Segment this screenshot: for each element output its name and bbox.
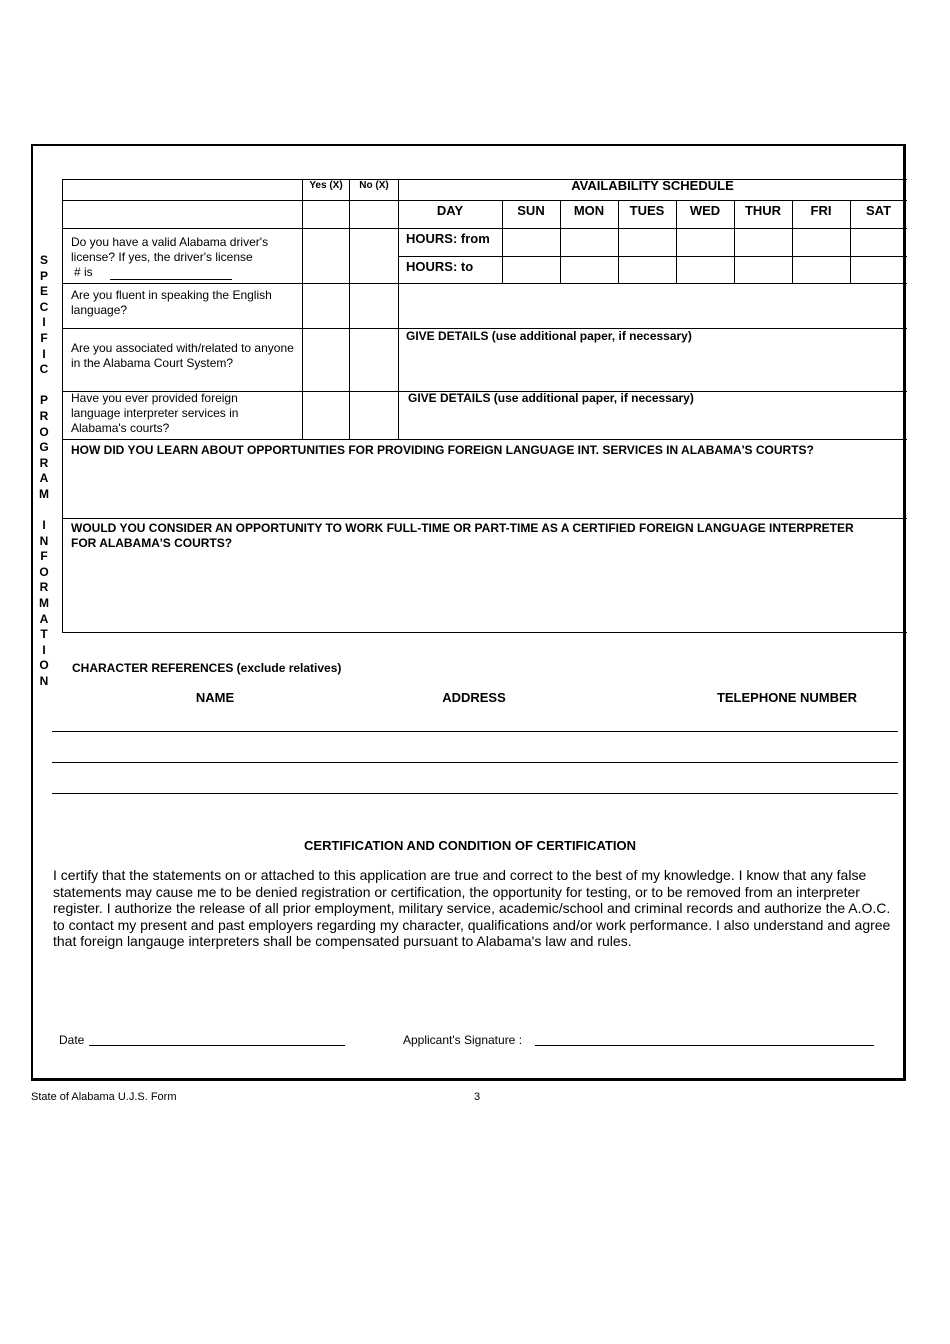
- vertical-label-letter: A: [39, 611, 49, 626]
- vertical-label-letter: M: [39, 596, 49, 611]
- date-line[interactable]: [89, 1045, 345, 1046]
- license-number-label: # is: [74, 265, 93, 279]
- reference-phone-header: TELEPHONE NUMBER: [716, 690, 858, 705]
- signature-line[interactable]: [535, 1045, 874, 1046]
- reference-line[interactable]: [52, 762, 898, 763]
- reference-address-header: ADDRESS: [442, 690, 506, 705]
- no-column-header: No (X): [359, 180, 389, 191]
- vertical-section-label: [37, 253, 51, 690]
- page-number: 3: [474, 1091, 481, 1103]
- day-sun: SUN: [517, 203, 545, 218]
- date-label: Date: [59, 1033, 85, 1047]
- vertical-label-letter: [37, 503, 51, 519]
- certification-title: CERTIFICATION AND CONDITION OF CERTIFICATION: [304, 838, 636, 853]
- vertical-label-letter: P: [39, 393, 48, 408]
- question-drivers-license: Do you have a valid Alabama driver's license? If yes, the driver's license: [71, 235, 269, 264]
- vertical-label-letter: F: [40, 330, 48, 345]
- references-title: CHARACTER REFERENCES (exclude relatives): [72, 661, 342, 675]
- vertical-label-letter: I: [42, 518, 46, 533]
- vertical-label-letter: O: [39, 424, 49, 439]
- vertical-label-letter: I: [42, 315, 46, 330]
- vertical-label-letter: O: [39, 658, 49, 673]
- certification-statement: I certify that the statements on or attached to this application are true and correct to the best of my knowledge. I know that any false statements may cause me to be denied registration or certification, the opportunity for testing, or to be removed from an interpreter register. I authorize the release of all prior employment, military service, academic/school and criminal records and authorize the A.O.C. to contact my present and past employers regarding my character, qualifications and/or work performance. I also understand and agree that foreign langauge interpreters shall be compensated pursuant to Alabama's law and rules.: [53, 867, 891, 949]
- vertical-label-letter: G: [39, 440, 49, 455]
- license-number-line[interactable]: [110, 279, 232, 280]
- day-tues: TUES: [629, 203, 665, 218]
- question-full-time: WOULD YOU CONSIDER AN OPPORTUNITY TO WORK FULL-TIME OR PART-TIME AS A CERTIFIED FOREIGN LANGUAGE INTERPRETER FOR ALABAMA'S COURTS?: [71, 521, 854, 550]
- reference-line[interactable]: [52, 731, 898, 732]
- question-how-learn: HOW DID YOU LEARN ABOUT OPPORTUNITIES FOR PROVIDING FOREIGN LANGUAGE INT. SERVICES IN ALABAMA'S COURTS?: [71, 443, 814, 457]
- hours-from-label: HOURS: from: [406, 231, 490, 246]
- day-mon: MON: [573, 203, 605, 218]
- day-label: DAY: [436, 203, 464, 218]
- question-english: Are you fluent in speaking the English language?: [71, 288, 272, 317]
- reference-name-header: NAME: [195, 690, 235, 705]
- vertical-label-letter: [37, 378, 51, 394]
- question-associated: Are you associated with/related to anyone in the Alabama Court System?: [71, 341, 294, 370]
- reference-line[interactable]: [52, 793, 898, 794]
- day-fri: FRI: [810, 203, 832, 218]
- vertical-label-letter: R: [39, 580, 49, 595]
- vertical-label-letter: M: [39, 486, 49, 501]
- question-provided-services: Have you ever provided foreign language interpreter services in Alabama's courts?: [71, 391, 239, 435]
- vertical-label-letter: S: [39, 253, 48, 267]
- day-sat: SAT: [865, 203, 892, 218]
- availability-title: AVAILABILITY SCHEDULE: [571, 178, 734, 193]
- give-details-associated: GIVE DETAILS (use additional paper, if necessary): [406, 329, 692, 343]
- day-thur: THUR: [744, 203, 782, 218]
- vertical-label-letter: A: [39, 471, 49, 486]
- give-details-services: GIVE DETAILS (use additional paper, if necessary): [408, 391, 694, 405]
- vertical-label-letter: T: [40, 627, 48, 642]
- vertical-label-letter: N: [39, 533, 49, 548]
- vertical-label-letter: F: [40, 549, 48, 564]
- vertical-label-letter: P: [39, 268, 48, 283]
- vertical-label-letter: C: [39, 299, 49, 314]
- hours-to-label: HOURS: to: [406, 259, 474, 274]
- vertical-label-letter: O: [39, 564, 49, 579]
- yes-column-header: Yes (X): [309, 180, 343, 191]
- signature-label: Applicant's Signature :: [403, 1033, 523, 1047]
- vertical-label-letter: R: [39, 408, 49, 423]
- day-wed: WED: [689, 203, 721, 218]
- vertical-label-letter: I: [42, 642, 46, 657]
- vertical-label-letter: N: [39, 674, 49, 689]
- vertical-label-letter: R: [39, 455, 49, 470]
- footer-form-name: State of Alabama U.J.S. Form: [31, 1091, 177, 1103]
- vertical-label-letter: I: [42, 346, 46, 361]
- vertical-label-letter: C: [39, 362, 49, 377]
- vertical-label-letter: E: [39, 284, 48, 299]
